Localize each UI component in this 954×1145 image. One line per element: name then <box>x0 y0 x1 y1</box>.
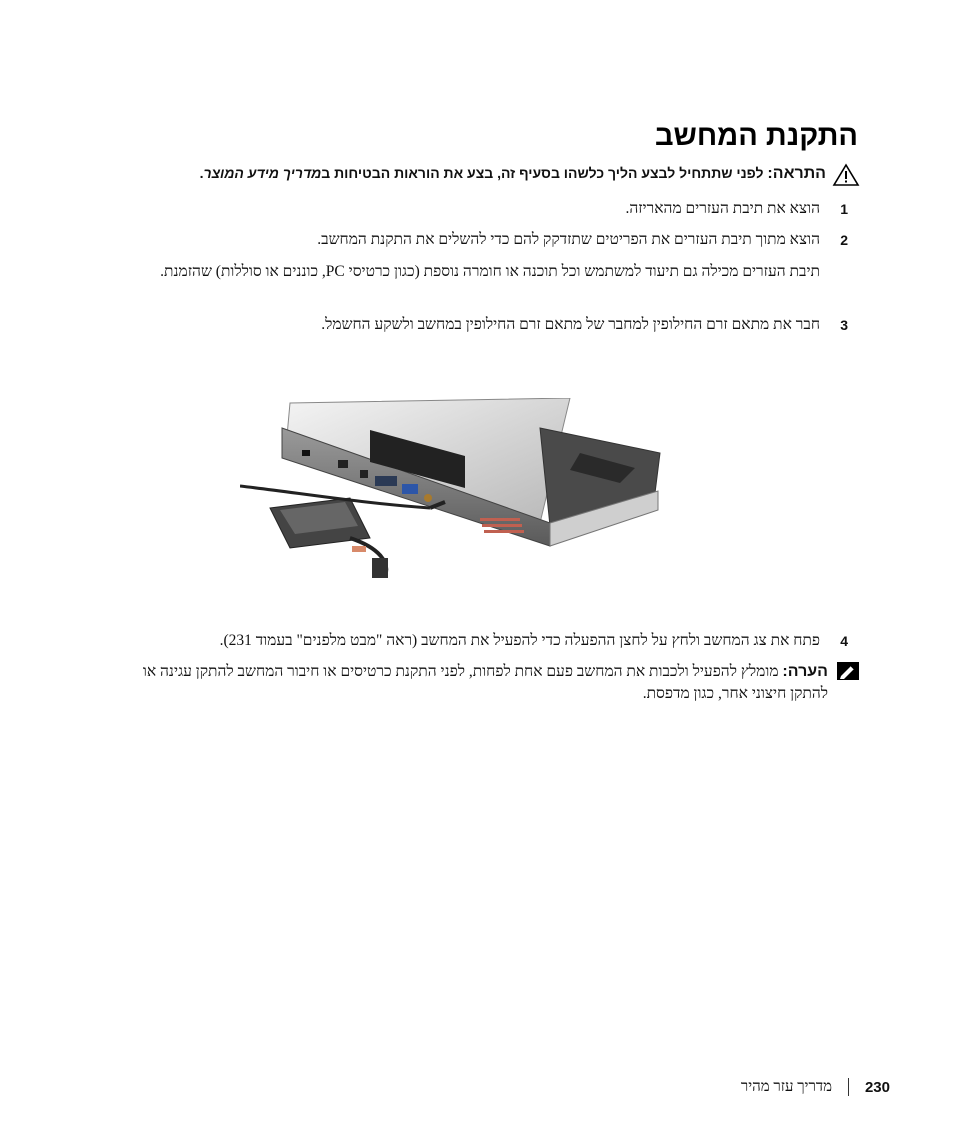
note-label: הערה: <box>782 663 828 680</box>
footer-guide-title: מדריך עזר מהיר <box>740 1078 832 1095</box>
caution-guide-name: מדריך מידע המוצר <box>203 165 322 181</box>
caution-text-before: לפני שתתחיל לבצע הליך כלשהו בסעיף זה, בצע את הוראות הבטיחות ב <box>321 165 764 181</box>
page-title: התקנת המחשב <box>654 120 858 152</box>
step-number: 1 <box>840 201 848 217</box>
step-number: 2 <box>840 232 848 248</box>
caution-text-after: . <box>199 165 204 181</box>
step-text: חבר את מתאם זרם החילופין למחבר של מתאם זרם החילופין במחשב ולשקע החשמל. <box>321 316 820 333</box>
caution-text <box>200 163 826 184</box>
step-number: 4 <box>840 633 848 649</box>
warning-triangle-icon <box>832 163 860 187</box>
step-4 <box>80 630 848 652</box>
page-footer <box>700 1078 890 1096</box>
page-number: 230 <box>864 1078 890 1096</box>
note-pencil-icon <box>836 661 860 681</box>
step-text: הוצא את תיבת העזרים מהאריזה. <box>625 200 820 217</box>
step-text: הוצא מתוך תיבת העזרים את הפריטים שתזדקק להם כדי להשלים את התקנת המחשב. <box>317 231 820 248</box>
step-text: פתח את צג המחשב ולחץ על לחצן ההפעלה כדי להפעיל את המחשב (ראה "מבט מלפנים" בעמוד 231). <box>219 632 820 649</box>
laptop-ac-adapter-illustration <box>240 398 670 588</box>
note-body: מומלץ להפעיל ולכבות את המחשב פעם אחת לפחות, לפני התקנת כרטיסים או חיבור המחשב להתקן עגינה או להתקן חיצוני אחר, כגון מדפסת. <box>142 663 828 702</box>
step-2 <box>80 229 848 283</box>
step-3 <box>80 314 848 336</box>
step-1 <box>80 198 848 220</box>
caution-block <box>80 163 860 187</box>
footer-divider <box>848 1078 849 1096</box>
note-block <box>110 661 860 705</box>
caution-label: התראה: <box>767 165 826 182</box>
step-subtext: תיבת העזרים מכילה גם תיעוד למשתמש וכל תוכנה או חומרה נוספת (כגון כרטיסי PC, כוננים או סוללות) שהזמנת. <box>160 263 820 280</box>
note-text <box>110 661 828 705</box>
step-number: 3 <box>840 317 848 333</box>
